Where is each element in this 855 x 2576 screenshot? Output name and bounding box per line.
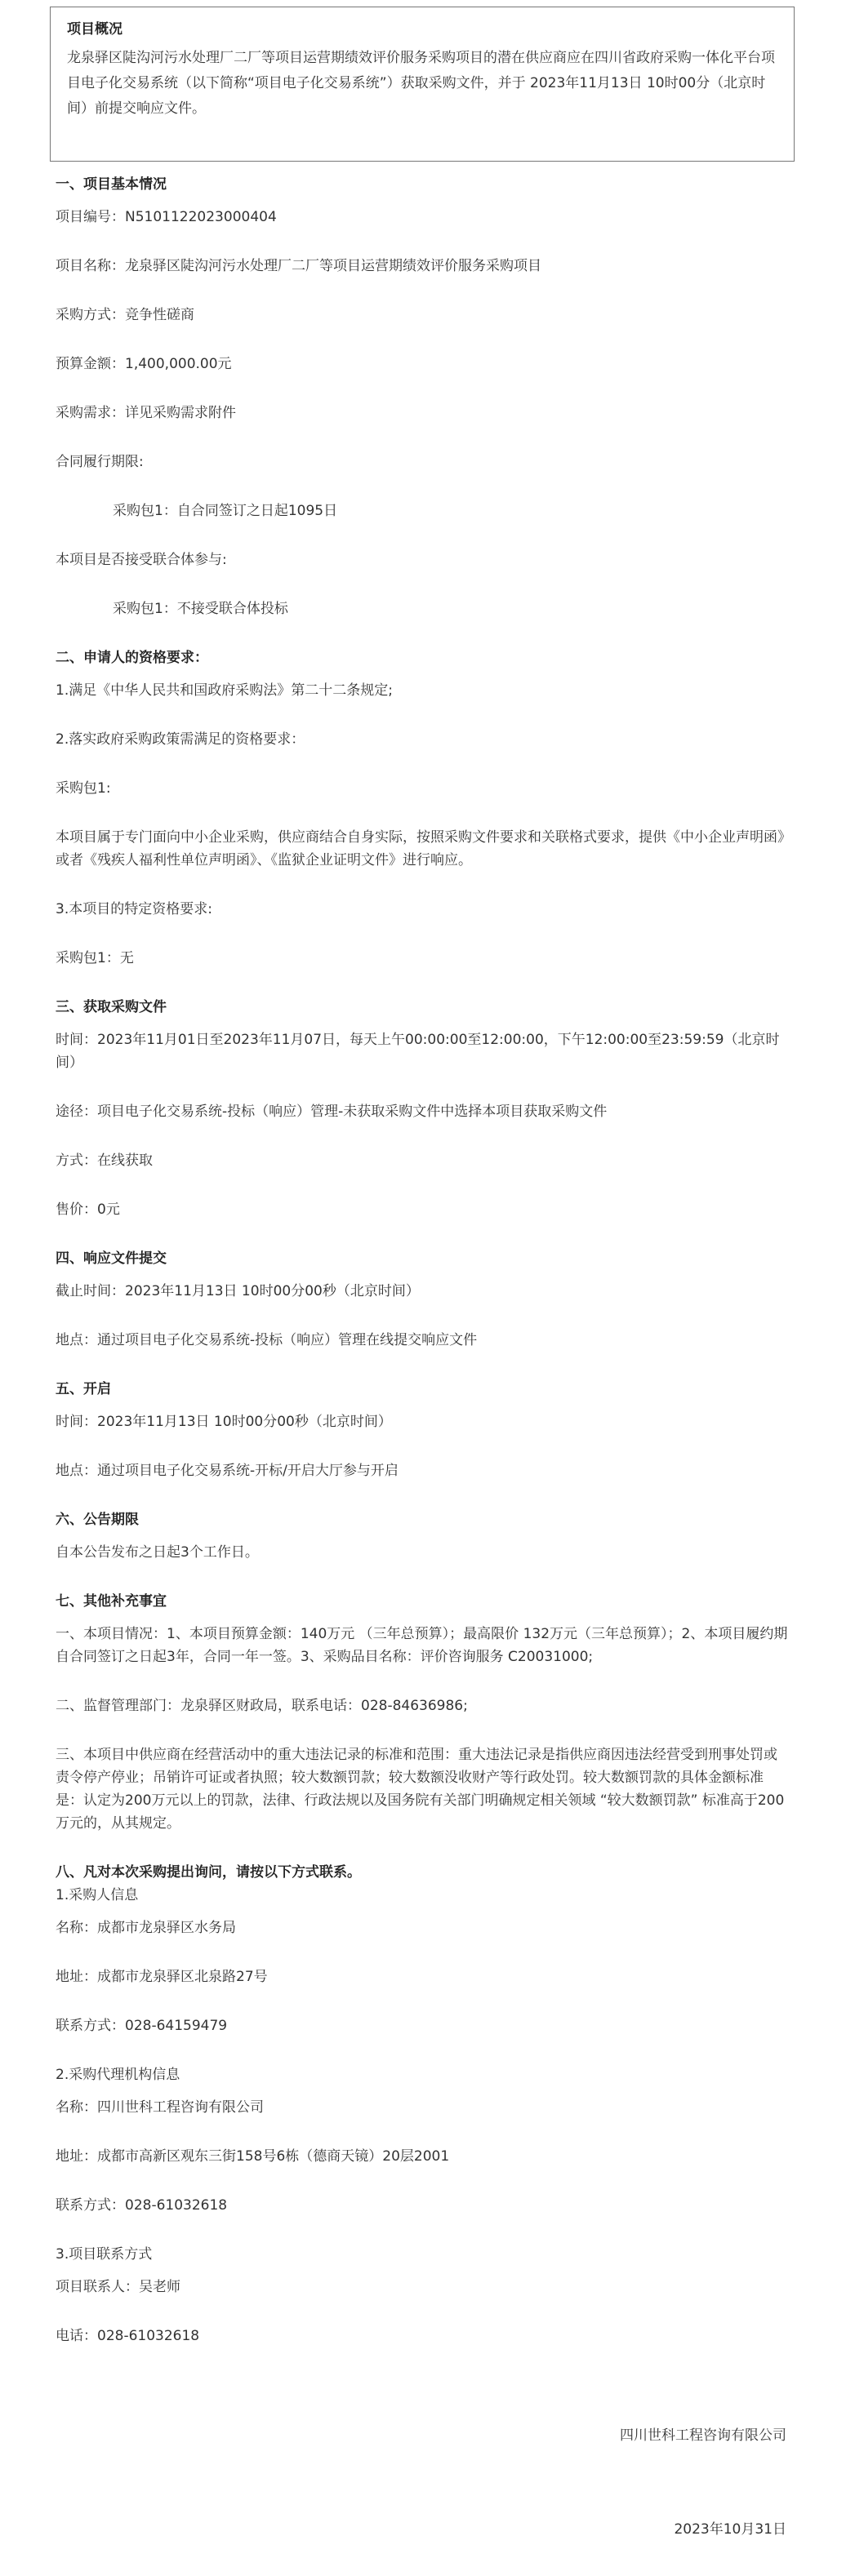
agent-address: 地址：成都市高新区观东三街158号6栋（德商天镜）20层2001 <box>56 2148 450 2165</box>
section-title-basic-info: 一、项目基本情况 <box>56 176 167 193</box>
announcement-content <box>56 173 790 2347</box>
budget-amount: 预算金额：1,400,000.00元 <box>56 356 232 372</box>
buyer-name: 名称：成都市龙泉驿区水务局 <box>56 1920 236 1936</box>
summary-title: 项目概况 <box>67 21 122 38</box>
obtain-way: 途径：项目电子化交易系统-投标（响应）管理-未获取采购文件中选择本项目获取采购文件 <box>56 1104 608 1120</box>
project-name: 项目名称：龙泉驿区陡沟河污水处理厂二厂等项目运营期绩效评价服务采购项目 <box>56 258 541 274</box>
project-contact-phone: 电话：028-61032618 <box>56 2328 200 2344</box>
section-title-other-matters: 七、其他补充事宜 <box>56 1593 167 1610</box>
qualification-item-3: 3.本项目的特定资格要求: <box>56 901 212 917</box>
buyer-info-label: 1.采购人信息 <box>56 1887 139 1903</box>
signature-date: 2023年10月31日 <box>674 2521 786 2538</box>
submission-deadline: 截止时间：2023年11月13日 10时00分00秒（北京时间） <box>56 1283 420 1299</box>
obtain-time: 时间：2023年11月01日至2023年11月07日，每天上午00:00:00至12:00:00，下午12:00:00至23:59:59（北京时间） <box>56 1032 780 1071</box>
opening-time: 时间：2023年11月13日 10时00分00秒（北京时间） <box>56 1414 392 1430</box>
section-title-qualification: 二、申请人的资格要求： <box>56 650 208 666</box>
buyer-phone: 联系方式：028-64159479 <box>56 2018 228 2034</box>
section-title-obtain-documents: 三、获取采购文件 <box>56 999 167 1015</box>
obtain-mode: 方式：在线获取 <box>56 1153 153 1169</box>
agent-info-label: 2.采购代理机构信息 <box>56 2067 180 2083</box>
submission-place: 地点：通过项目电子化交易系统-投标（响应）管理在线提交响应文件 <box>56 1332 478 1348</box>
buyer-address: 地址：成都市龙泉驿区北泉路27号 <box>56 1969 268 1985</box>
procurement-method: 采购方式：竞争性磋商 <box>56 307 194 323</box>
notice-period-text: 自本公告发布之日起3个工作日。 <box>56 1544 259 1561</box>
opening-place: 地点：通过项目电子化交易系统-开标/开启大厅参与开启 <box>56 1463 399 1479</box>
section-title-opening: 五、开启 <box>56 1381 111 1397</box>
agent-phone: 联系方式：028-61032618 <box>56 2197 228 2214</box>
consortium-label: 本项目是否接受联合体参与: <box>56 552 227 568</box>
qualification-package-special: 采购包1：无 <box>56 950 134 966</box>
document-price: 售价：0元 <box>56 1201 120 1218</box>
project-summary-box <box>50 7 795 162</box>
other-matters-paragraph-1: 一、本项目情况：1、本项目预算金额：140万元 （三年总预算）；最高限价 132万元（三年总预算）；2、本项目履约期自合同签订之日起3年，合同一年一签。3、采购品目名称：评价咨询服务 C20031000; <box>56 1626 788 1665</box>
qualification-package-label: 采购包1: <box>56 780 111 797</box>
qualification-item-2: 2.落实政府采购政策需满足的资格要求： <box>56 731 305 748</box>
procurement-need: 采购需求：详见采购需求附件 <box>56 405 236 421</box>
agent-name: 名称：四川世科工程咨询有限公司 <box>56 2099 264 2116</box>
summary-text: 龙泉驿区陡沟河污水处理厂二厂等项目运营期绩效评价服务采购项目的潜在供应商应在四川省政府采购一体化平台项目电子化交易系统（以下简称“项目电子化交易系统”）获取采购文件，并于 2023年11月13日 10时00分（北京时间）前提交响应文件。 <box>67 50 775 117</box>
other-matters-paragraph-3: 三、本项目中供应商在经营活动中的重大违法记录的标准和范围：重大违法记录是指供应商因违法经营受到刑事处罚或责令停产停业；吊销许可证或者执照；较大数额罚款；较大数额没收财产等行政处罚。较大数额罚款的具体金额标准是：认定为200万元以上的罚款，法律、行政法规以及国务院有关部门明确规定相关领域 “较大数额罚款” 标准高于200万元的，从其规定。 <box>56 1747 785 1832</box>
section-title-notice-period: 六、公告期限 <box>56 1512 139 1528</box>
project-contact-person: 项目联系人：吴老师 <box>56 2279 180 2295</box>
qualification-package-text: 本项目属于专门面向中小企业采购，供应商结合自身实际，按照采购文件要求和关联格式要求，提供《中小企业声明函》或者《残疾人福利性单位声明函》、《监狱企业证明文件》进行响应。 <box>56 829 785 868</box>
project-contact-label: 3.项目联系方式 <box>56 2246 153 2263</box>
qualification-item-1: 1.满足《中华人民共和国政府采购法》第二十二条规定; <box>56 682 393 699</box>
section-title-response-submission: 四、响应文件提交 <box>56 1250 167 1267</box>
section-title-contact: 八、凡对本次采购提出询问，请按以下方式联系。 <box>56 1864 361 1881</box>
contract-period-label: 合同履行期限: <box>56 454 144 470</box>
contract-period-package: 采购包1：自合同签订之日起1095日 <box>113 503 338 519</box>
consortium-package: 采购包1：不接受联合体投标 <box>113 601 288 617</box>
signature-organization: 四川世科工程咨询有限公司 <box>620 2427 786 2444</box>
other-matters-paragraph-2: 二、监督管理部门：龙泉驿区财政局，联系电话：028-84636986; <box>56 1698 468 1714</box>
project-number: 项目编号：N5101122023000404 <box>56 209 277 225</box>
